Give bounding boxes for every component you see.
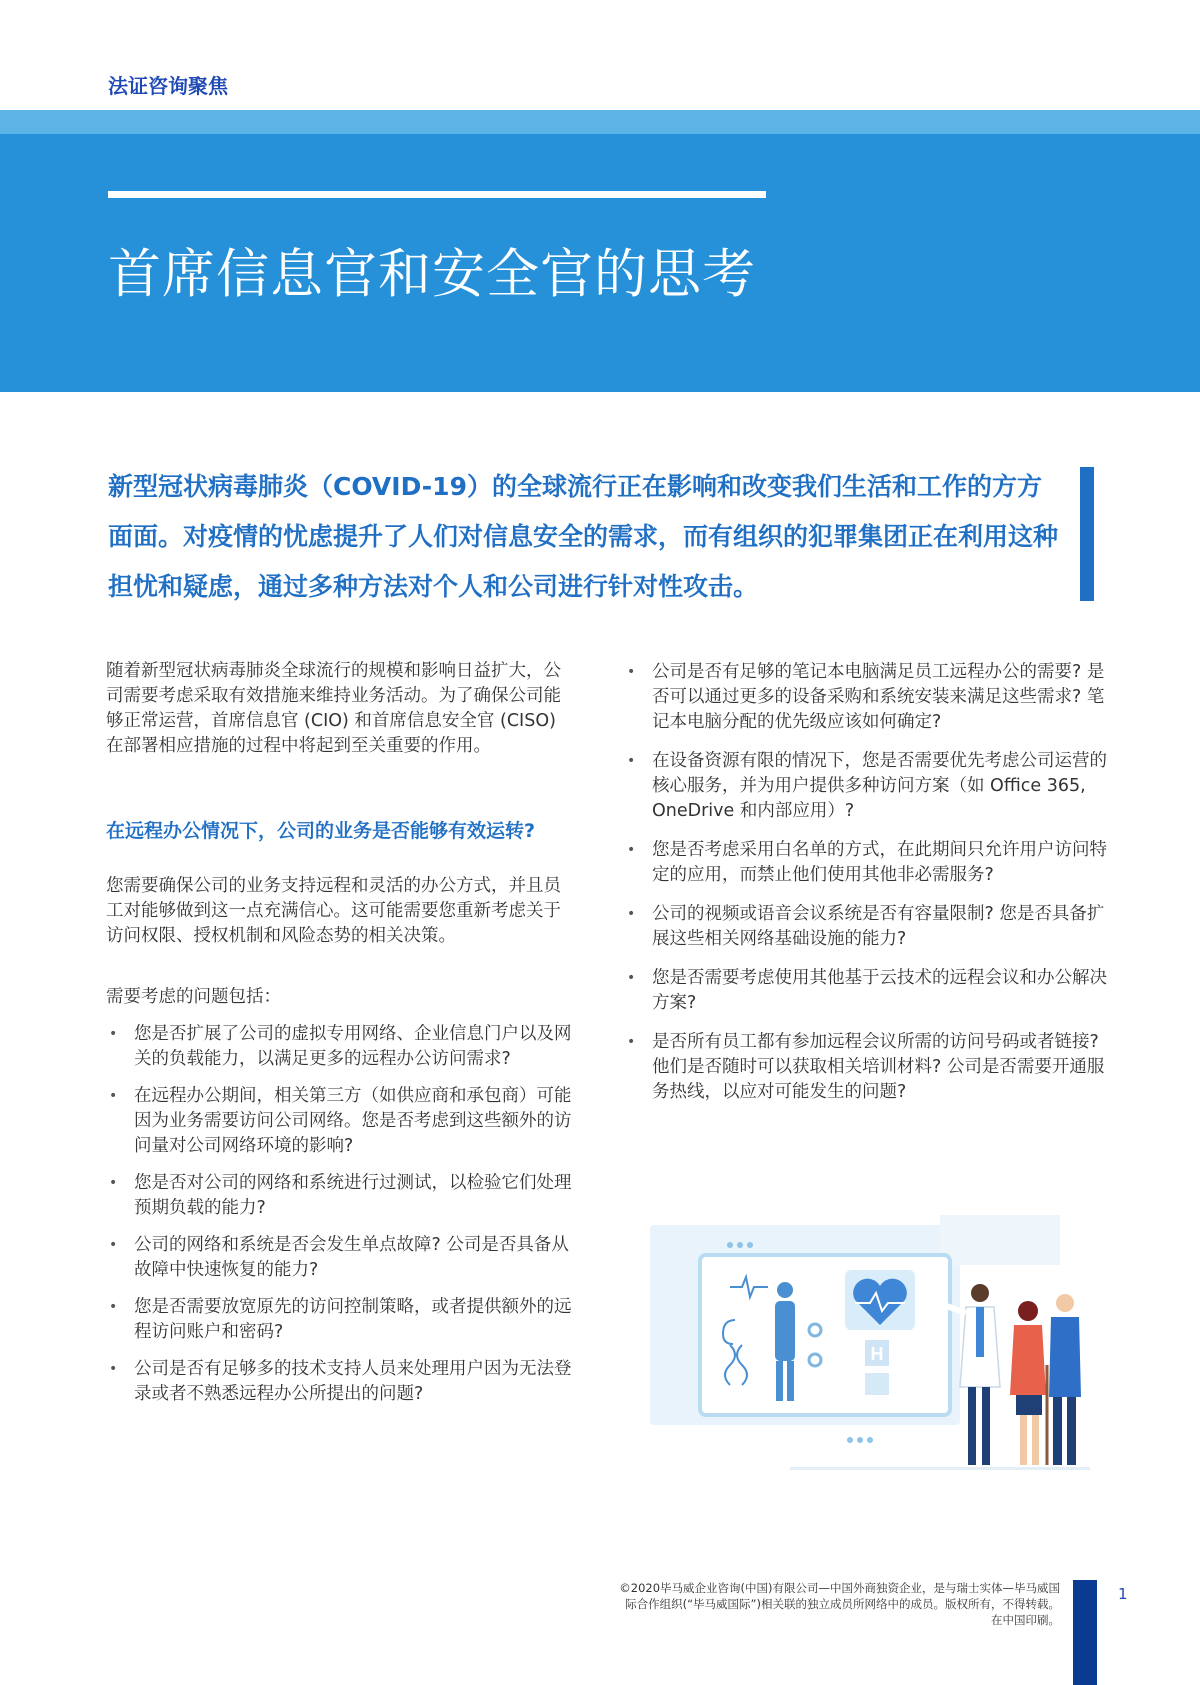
doctor-leg-icon	[968, 1387, 976, 1465]
list-item-text: 您是否扩展了公司的虚拟专用网络、企业信息门户以及网关的负载能力，以满足更多的远程办公访问需求?	[134, 1024, 572, 1069]
man-leg-icon	[1067, 1397, 1076, 1465]
list-item	[624, 1030, 1112, 1105]
list-item	[106, 1022, 578, 1072]
dot-icon	[727, 1242, 733, 1248]
list-item	[106, 1357, 578, 1407]
woman-body-icon	[1010, 1325, 1046, 1395]
bullet-icon: •	[109, 1237, 118, 1253]
lead-accent-bar	[1080, 467, 1094, 601]
bullet-icon: •	[627, 842, 636, 858]
bullet-icon: •	[109, 1361, 118, 1377]
body-paragraph: 您需要确保公司的业务支持远程和灵活的办公方式，并且员工对能够做到这一点充满信心。这可能需要您重新考虑关于访问权限、授权机制和风险态势的相关决策。	[106, 876, 561, 946]
doctor-head-icon	[971, 1284, 989, 1302]
dot-icon	[737, 1242, 743, 1248]
footer-line: ©2020毕马威企业咨询(中国)有限公司—中国外商独资企业，是与瑞士实体—毕马威国	[619, 1581, 1060, 1595]
man-leg-icon	[1053, 1397, 1062, 1465]
bullet-icon: •	[109, 1088, 118, 1104]
dot-icon	[747, 1242, 753, 1248]
right-question-list	[624, 660, 1112, 1105]
intro-paragraph: 随着新型冠状病毒肺炎全球流行的规模和影响日益扩大，公司需要考虑采取有效措施来维持业务活动。为了确保公司能够正常运营，首席信息官 (CIO) 和首席信息安全官 (CISO) 在部署相应措施的过程中将起到至关重要的作用。	[106, 661, 561, 756]
title-rule	[108, 191, 766, 198]
lead-paragraph: 新型冠状病毒肺炎（COVID-19）的全球流行正在影响和改变我们生活和工作的方方面面。对疫情的忧虑提升了人们对信息安全的需求，而有组织的犯罪集团正在利用这种担忧和疑虑，通过多种方法对个人和公司进行针对性攻击。	[108, 472, 1059, 601]
bullet-icon: •	[627, 906, 636, 922]
list-item-text: 公司是否有足够多的技术支持人员来处理用户因为无法登录或者不熟悉远程办公所提出的问题?	[134, 1359, 572, 1404]
background-panel-small	[940, 1215, 1060, 1265]
list-item	[624, 902, 1112, 952]
page-title: 首席信息官和安全官的思考	[108, 244, 756, 305]
footer-accent-bar	[1073, 1580, 1097, 1685]
list-item	[624, 749, 1112, 824]
woman-head-icon	[1018, 1301, 1038, 1321]
dot-icon	[857, 1437, 863, 1443]
questions-intro: 需要考虑的问题包括：	[106, 987, 281, 1007]
header-stripe	[0, 110, 1200, 134]
list-item-text: 在设备资源有限的情况下，您是否需要优先考虑公司运营的核心服务，并为用户提供多种访问方案（如 Office 365, OneDrive 和内部应用）?	[652, 751, 1107, 821]
list-item	[106, 1171, 578, 1221]
list-item-text: 公司是否有足够的笔记本电脑满足员工远程办公的需要? 是否可以通过更多的设备采购和系统安装来满足这些需求? 笔记本电脑分配的优先级应该如何确定?	[652, 662, 1105, 732]
list-item-text: 您是否需要放宽原先的访问控制策略，或者提供额外的远程访问账户和密码?	[134, 1297, 572, 1342]
list-item-text: 公司的网络和系统是否会发生单点故障? 公司是否具备从故障中快速恢复的能力?	[134, 1235, 569, 1280]
title-banner	[0, 134, 1200, 392]
section-heading: 在远程办公情况下，公司的业务是否能够有效运转?	[106, 820, 536, 842]
woman-leg-icon	[1032, 1415, 1039, 1465]
woman-skirt-icon	[1016, 1395, 1042, 1415]
footer-line: 际合作组织(“毕马威国际”)相关联的独立成员所网络中的成员。版权所有，不得转载。	[625, 1597, 1060, 1611]
ground-line	[790, 1467, 1090, 1470]
bullet-icon: •	[627, 970, 636, 986]
healthcare-illustration	[650, 1215, 1110, 1475]
list-item	[624, 660, 1112, 735]
bullet-icon: •	[627, 753, 636, 769]
list-item	[624, 838, 1112, 888]
doctor-leg-icon	[982, 1387, 990, 1465]
list-item-text: 您是否对公司的网络和系统进行过测试，以检验它们处理预期负载的能力?	[134, 1173, 572, 1218]
list-item	[106, 1233, 578, 1283]
page-number: 1	[1118, 1585, 1128, 1603]
man-head-icon	[1056, 1294, 1074, 1312]
person-body-icon	[775, 1301, 795, 1361]
left-question-list	[106, 1022, 578, 1407]
list-item-text: 在远程办公期间，相关第三方（如供应商和承包商）可能因为业务需要访问公司网络。您是否考虑到这些额外的访问量对公司网络环境的影响?	[134, 1086, 572, 1156]
section-label: 法证咨询聚焦	[108, 74, 228, 98]
list-item	[106, 1084, 578, 1159]
bullet-icon: •	[109, 1175, 118, 1191]
bullet-icon: •	[627, 1034, 636, 1050]
left-column	[106, 659, 578, 1419]
bullet-icon: •	[109, 1026, 118, 1042]
hospital-sign-letter: H	[870, 1344, 884, 1364]
person-head-icon	[777, 1282, 793, 1298]
footer-copyright	[520, 1580, 1060, 1628]
man-body-icon	[1049, 1317, 1081, 1397]
list-item-text: 是否所有员工都有参加远程会议所需的访问号码或者链接? 他们是否随时可以获取相关培训材料? 公司是否需要开通服务热线，以应对可能发生的问题?	[652, 1032, 1105, 1102]
list-item	[624, 966, 1112, 1016]
woman-leg-icon	[1020, 1415, 1027, 1465]
footer-line: 在中国印刷。	[991, 1613, 1060, 1627]
chart-card	[865, 1373, 889, 1395]
person-leg-icon	[776, 1361, 783, 1401]
doctor-shirt-icon	[976, 1307, 984, 1357]
right-column	[624, 660, 1112, 1119]
list-item-text: 您是否考虑采用白名单的方式，在此期间只允许用户访问特定的应用，而禁止他们使用其他非必需服务?	[652, 840, 1107, 885]
list-item	[106, 1295, 578, 1345]
bullet-icon: •	[627, 664, 636, 680]
bullet-icon: •	[109, 1299, 118, 1315]
list-item-text: 公司的视频或语音会议系统是否有容量限制? 您是否具备扩展这些相关网络基础设施的能力?	[652, 904, 1105, 949]
person-leg-icon	[787, 1361, 794, 1401]
list-item-text: 您是否需要考虑使用其他基于云技术的远程会议和办公解决方案?	[652, 968, 1107, 1013]
dot-icon	[847, 1437, 853, 1443]
dot-icon	[867, 1437, 873, 1443]
